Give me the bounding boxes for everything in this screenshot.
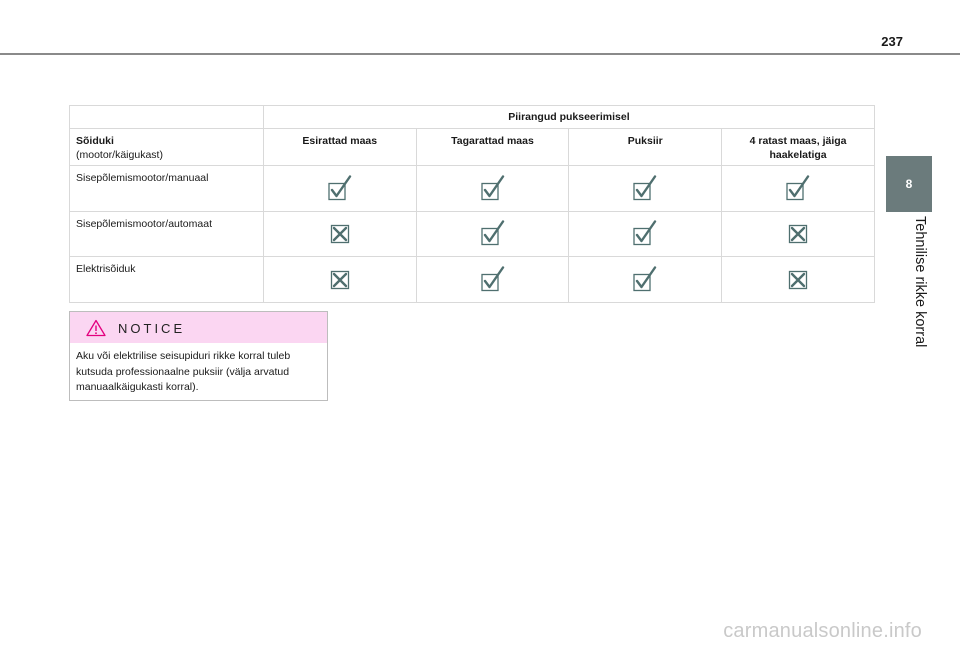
column-header: Puksiir (569, 129, 722, 166)
status-cell (416, 257, 569, 303)
status-cell (722, 212, 875, 257)
notice-box (69, 311, 328, 401)
chapter-number: 8 (905, 177, 913, 191)
warning-triangle-icon (86, 319, 106, 342)
towing-restrictions-table (69, 105, 875, 303)
group-header: Piirangud pukseerimisel (263, 106, 874, 129)
notice-header (70, 312, 327, 343)
table-column-header-row (70, 129, 875, 166)
check-icon (632, 266, 658, 294)
header-divider (0, 53, 960, 55)
cross-icon (788, 270, 808, 290)
row-label: Elektrisõiduk (70, 257, 264, 303)
chapter-tab[interactable] (886, 156, 932, 212)
status-cell (416, 166, 569, 212)
column-header: Tagarattad maas (416, 129, 569, 166)
check-icon (480, 175, 506, 203)
cross-icon (788, 224, 808, 244)
check-icon (480, 266, 506, 294)
status-cell (722, 166, 875, 212)
status-cell (263, 212, 416, 257)
status-cell (569, 212, 722, 257)
status-cell (263, 257, 416, 303)
status-cell (416, 212, 569, 257)
watermark: carmanualsonline.info (723, 620, 922, 642)
empty-header-cell (70, 106, 264, 129)
check-icon (327, 175, 353, 203)
row-header-cell (70, 129, 264, 166)
row-label: Sisepõlemismootor/automaat (70, 212, 264, 257)
check-icon (480, 220, 506, 248)
row-header-subtitle: (mootor/käigukast) (76, 149, 163, 161)
table-row (70, 212, 875, 257)
page-number: 237 (881, 34, 903, 49)
table-group-header-row (70, 106, 875, 129)
cross-icon (330, 224, 350, 244)
check-icon (632, 220, 658, 248)
notice-text: Aku või elektrilise seisupiduri rikke korral tuleb kutsuda professionaalne puksiir (välja arvatud manuaalkäigukasti korral). (76, 350, 291, 393)
column-header: 4 ratast maas, jäiga haakelatiga (722, 129, 875, 166)
status-cell (263, 166, 416, 212)
status-cell (722, 257, 875, 303)
row-label: Sisepõlemismootor/manuaal (70, 166, 264, 212)
status-cell (569, 166, 722, 212)
notice-title: NOTICE (118, 321, 186, 336)
table-row (70, 257, 875, 303)
cross-icon (330, 270, 350, 290)
check-icon (632, 175, 658, 203)
status-cell (569, 257, 722, 303)
column-header: Esirattad maas (263, 129, 416, 166)
table-row (70, 166, 875, 212)
check-icon (785, 175, 811, 203)
chapter-title: Tehnilise rikke korral (912, 216, 928, 348)
row-header-title: Sõiduki (76, 135, 114, 147)
